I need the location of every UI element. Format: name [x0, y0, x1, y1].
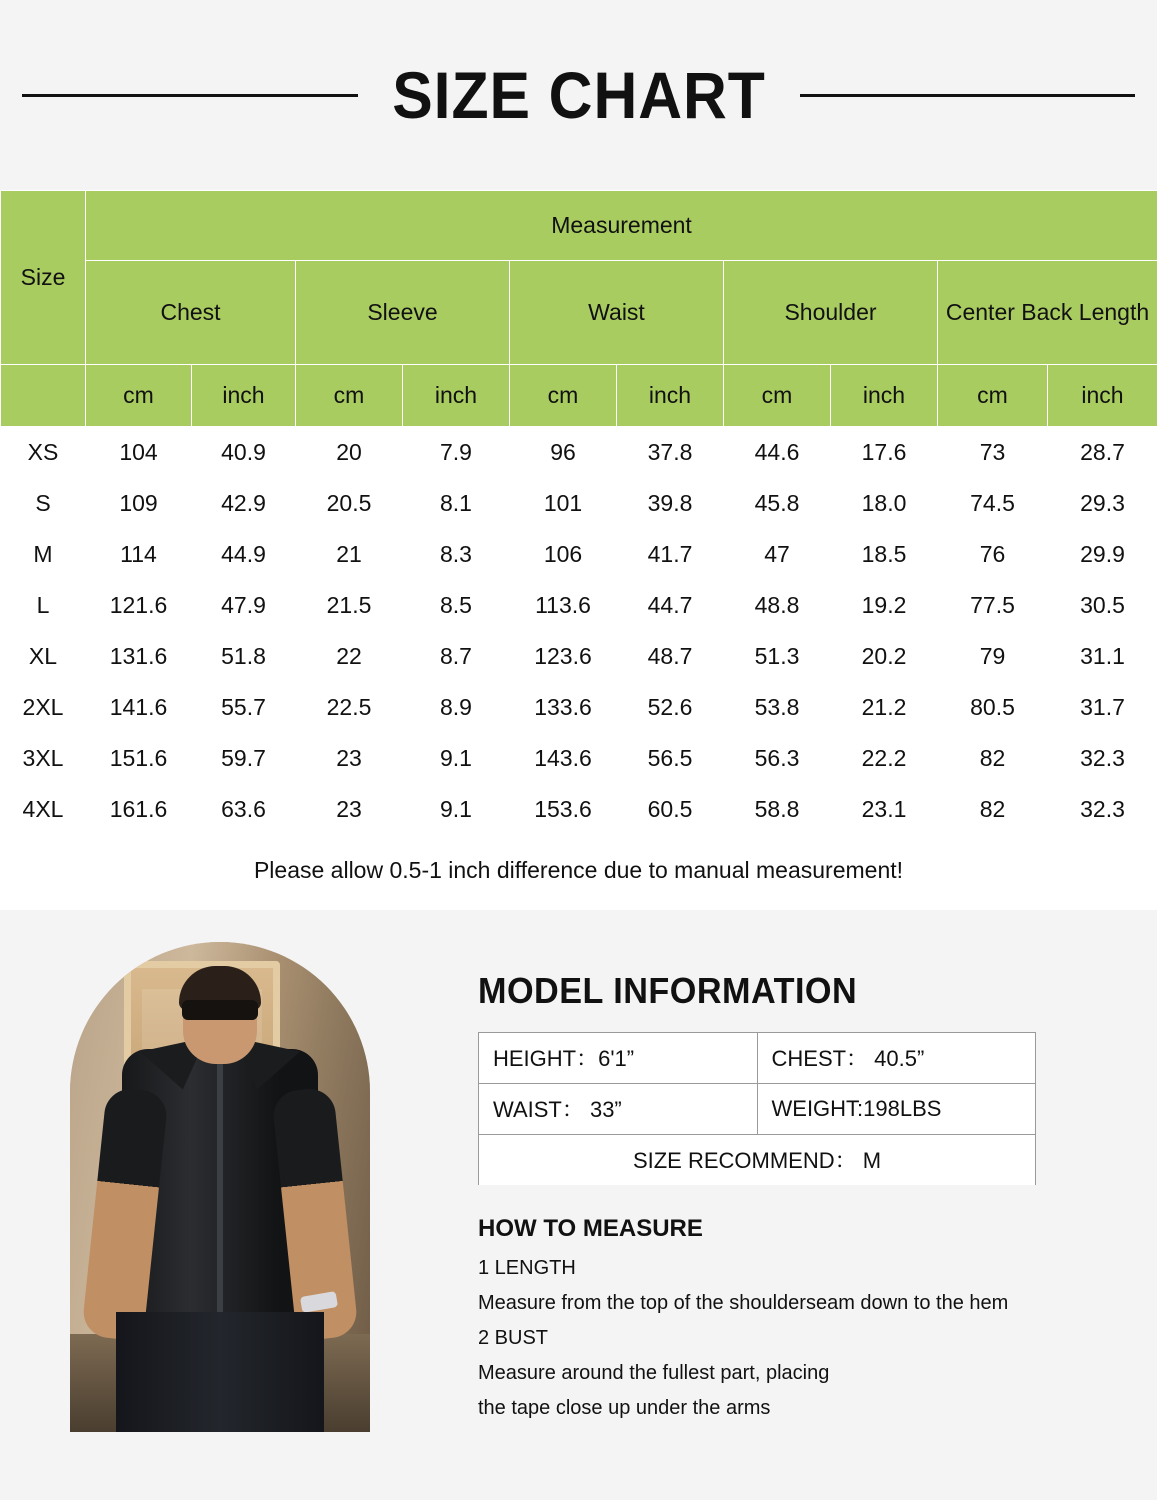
- size-chart-section: [0, 190, 1157, 910]
- cell-cbl-inch: 30.5: [1048, 580, 1157, 631]
- model-information-table: [478, 1032, 1036, 1186]
- how-to-measure-line-5: the tape close up under the arms: [478, 1397, 771, 1419]
- cell-cbl-cm: 82: [938, 733, 1048, 784]
- header-group-chest: Chest: [86, 261, 296, 365]
- header-unit-sleeve-inch: inch: [403, 365, 510, 427]
- cell-size: XL: [1, 631, 86, 682]
- cell-size: 4XL: [1, 784, 86, 835]
- cell-chest-cm: 131.6: [86, 631, 192, 682]
- cell-sleeve-inch: 9.1: [403, 784, 510, 835]
- cell-cbl-inch: 31.1: [1048, 631, 1157, 682]
- cell-shoulder-inch: 18.0: [831, 478, 938, 529]
- measurement-note: Please allow 0.5-1 inch difference due to manual measurement!: [0, 835, 1157, 910]
- cell-shoulder-cm: 56.3: [724, 733, 831, 784]
- cell-cbl-cm: 73: [938, 427, 1048, 478]
- cell-chest-inch: 40.9: [192, 427, 296, 478]
- how-to-measure-line-2: Measure from the top of the shoulderseam down to the hem: [478, 1292, 1009, 1314]
- cell-sleeve-inch: 8.7: [403, 631, 510, 682]
- cell-chest-cm: 121.6: [86, 580, 192, 631]
- cell-sleeve-inch: 8.9: [403, 682, 510, 733]
- header-unit-cbl-cm: cm: [938, 365, 1048, 427]
- how-to-measure-line-1: 1 LENGTH: [478, 1257, 576, 1279]
- cell-chest-cm: 151.6: [86, 733, 192, 784]
- header-unit-waist-cm: cm: [510, 365, 617, 427]
- table-row: [479, 1134, 1036, 1185]
- model-photo: [70, 942, 370, 1432]
- model-weight: WEIGHT:198LBS: [757, 1083, 1036, 1134]
- header-unit-chest-inch: inch: [192, 365, 296, 427]
- cell-chest-inch: 44.9: [192, 529, 296, 580]
- header-group-shoulder: Shoulder: [724, 261, 938, 365]
- cell-cbl-inch: 31.7: [1048, 682, 1157, 733]
- how-to-measure-line-4: Measure around the fullest part, placing: [478, 1362, 830, 1384]
- cell-cbl-inch: 32.3: [1048, 733, 1157, 784]
- cell-shoulder-cm: 51.3: [724, 631, 831, 682]
- cell-shoulder-inch: 19.2: [831, 580, 938, 631]
- cell-waist-cm: 101: [510, 478, 617, 529]
- cell-waist-inch: 44.7: [617, 580, 724, 631]
- cell-shoulder-cm: 53.8: [724, 682, 831, 733]
- cell-shoulder-cm: 47: [724, 529, 831, 580]
- cell-shoulder-cm: 48.8: [724, 580, 831, 631]
- cell-size: 2XL: [1, 682, 86, 733]
- model-height: HEIGHT：6'1”: [479, 1032, 758, 1083]
- cell-cbl-inch: 32.3: [1048, 784, 1157, 835]
- cell-waist-cm: 113.6: [510, 580, 617, 631]
- cell-waist-inch: 37.8: [617, 427, 724, 478]
- table-row: [1, 478, 1157, 529]
- how-to-measure-line-3: 2 BUST: [478, 1327, 549, 1349]
- person-pants: [116, 1312, 324, 1432]
- sunglasses-icon: [182, 1000, 258, 1020]
- cell-shoulder-inch: 18.5: [831, 529, 938, 580]
- cell-cbl-cm: 74.5: [938, 478, 1048, 529]
- table-row: [1, 631, 1157, 682]
- cell-waist-cm: 123.6: [510, 631, 617, 682]
- cell-waist-inch: 41.7: [617, 529, 724, 580]
- model-info-column: [430, 942, 1157, 1433]
- cell-chest-inch: 55.7: [192, 682, 296, 733]
- cell-chest-cm: 161.6: [86, 784, 192, 835]
- cell-sleeve-inch: 8.3: [403, 529, 510, 580]
- cell-shoulder-cm: 58.8: [724, 784, 831, 835]
- cell-waist-cm: 133.6: [510, 682, 617, 733]
- cell-shoulder-inch: 17.6: [831, 427, 938, 478]
- cell-cbl-cm: 79: [938, 631, 1048, 682]
- cell-chest-inch: 63.6: [192, 784, 296, 835]
- cell-cbl-inch: 29.3: [1048, 478, 1157, 529]
- cell-waist-inch: 48.7: [617, 631, 724, 682]
- cell-size: S: [1, 478, 86, 529]
- cell-sleeve-cm: 20.5: [296, 478, 403, 529]
- model-waist: WAIST： 33”: [479, 1083, 758, 1134]
- cell-size: XS: [1, 427, 86, 478]
- header-unit-blank: [1, 365, 86, 427]
- cell-waist-inch: 56.5: [617, 733, 724, 784]
- cell-waist-cm: 153.6: [510, 784, 617, 835]
- cell-cbl-cm: 76: [938, 529, 1048, 580]
- header-group-center-back-length: Center Back Length: [938, 261, 1157, 365]
- table-row: [1, 580, 1157, 631]
- header-unit-waist-inch: inch: [617, 365, 724, 427]
- table-row: [1, 427, 1157, 478]
- header-unit-shoulder-cm: cm: [724, 365, 831, 427]
- cell-shoulder-inch: 21.2: [831, 682, 938, 733]
- cell-cbl-inch: 29.9: [1048, 529, 1157, 580]
- how-to-measure-title: HOW TO MEASURE: [478, 1215, 703, 1242]
- cell-shoulder-inch: 20.2: [831, 631, 938, 682]
- cell-chest-cm: 109: [86, 478, 192, 529]
- cell-sleeve-inch: 9.1: [403, 733, 510, 784]
- table-row: [1, 733, 1157, 784]
- page-title-bar: [0, 0, 1157, 190]
- cell-sleeve-cm: 22: [296, 631, 403, 682]
- cell-chest-cm: 114: [86, 529, 192, 580]
- table-row: [1, 529, 1157, 580]
- size-chart-table: [0, 190, 1157, 835]
- cell-size: M: [1, 529, 86, 580]
- cell-waist-cm: 96: [510, 427, 617, 478]
- size-chart-head: [1, 191, 1157, 427]
- cell-waist-cm: 106: [510, 529, 617, 580]
- page-title: SIZE CHART: [391, 58, 766, 132]
- cell-sleeve-cm: 20: [296, 427, 403, 478]
- cell-sleeve-cm: 23: [296, 784, 403, 835]
- cell-sleeve-cm: 22.5: [296, 682, 403, 733]
- cell-chest-inch: 59.7: [192, 733, 296, 784]
- cell-sleeve-inch: 8.1: [403, 478, 510, 529]
- cell-sleeve-inch: 8.5: [403, 580, 510, 631]
- cell-waist-inch: 60.5: [617, 784, 724, 835]
- size-chart-body: [1, 427, 1157, 835]
- cell-chest-inch: 42.9: [192, 478, 296, 529]
- cell-chest-inch: 47.9: [192, 580, 296, 631]
- header-group-sleeve: Sleeve: [296, 261, 510, 365]
- header-unit-shoulder-inch: inch: [831, 365, 938, 427]
- cell-sleeve-cm: 21: [296, 529, 403, 580]
- cell-waist-inch: 39.8: [617, 478, 724, 529]
- cell-sleeve-inch: 7.9: [403, 427, 510, 478]
- cell-shoulder-cm: 45.8: [724, 478, 831, 529]
- cell-sleeve-cm: 21.5: [296, 580, 403, 631]
- header-unit-chest-cm: cm: [86, 365, 192, 427]
- table-row: [1, 784, 1157, 835]
- table-row: [1, 682, 1157, 733]
- table-row: [479, 1032, 1036, 1083]
- cell-cbl-inch: 28.7: [1048, 427, 1157, 478]
- header-unit-cbl-inch: inch: [1048, 365, 1157, 427]
- title-rule-right: [800, 94, 1136, 97]
- model-chest: CHEST： 40.5”: [757, 1032, 1036, 1083]
- cell-size: L: [1, 580, 86, 631]
- header-measurement: Measurement: [86, 191, 1157, 261]
- model-section: [0, 910, 1157, 1433]
- cell-shoulder-inch: 22.2: [831, 733, 938, 784]
- cell-size: 3XL: [1, 733, 86, 784]
- table-row: [479, 1083, 1036, 1134]
- cell-sleeve-cm: 23: [296, 733, 403, 784]
- cell-chest-inch: 51.8: [192, 631, 296, 682]
- cell-chest-cm: 141.6: [86, 682, 192, 733]
- photo-person: [70, 942, 370, 1432]
- shirt-placket: [217, 1059, 223, 1329]
- cell-shoulder-cm: 44.6: [724, 427, 831, 478]
- model-size-recommend: SIZE RECOMMEND： M: [479, 1134, 1036, 1185]
- cell-waist-cm: 143.6: [510, 733, 617, 784]
- header-group-waist: Waist: [510, 261, 724, 365]
- cell-cbl-cm: 80.5: [938, 682, 1048, 733]
- cell-shoulder-inch: 23.1: [831, 784, 938, 835]
- model-information-title: MODEL INFORMATION: [478, 969, 858, 1011]
- model-photo-column: [0, 942, 430, 1433]
- header-unit-sleeve-cm: cm: [296, 365, 403, 427]
- cell-chest-cm: 104: [86, 427, 192, 478]
- cell-cbl-cm: 82: [938, 784, 1048, 835]
- cell-cbl-cm: 77.5: [938, 580, 1048, 631]
- cell-waist-inch: 52.6: [617, 682, 724, 733]
- header-size: Size: [1, 191, 86, 365]
- title-rule-left: [22, 94, 358, 97]
